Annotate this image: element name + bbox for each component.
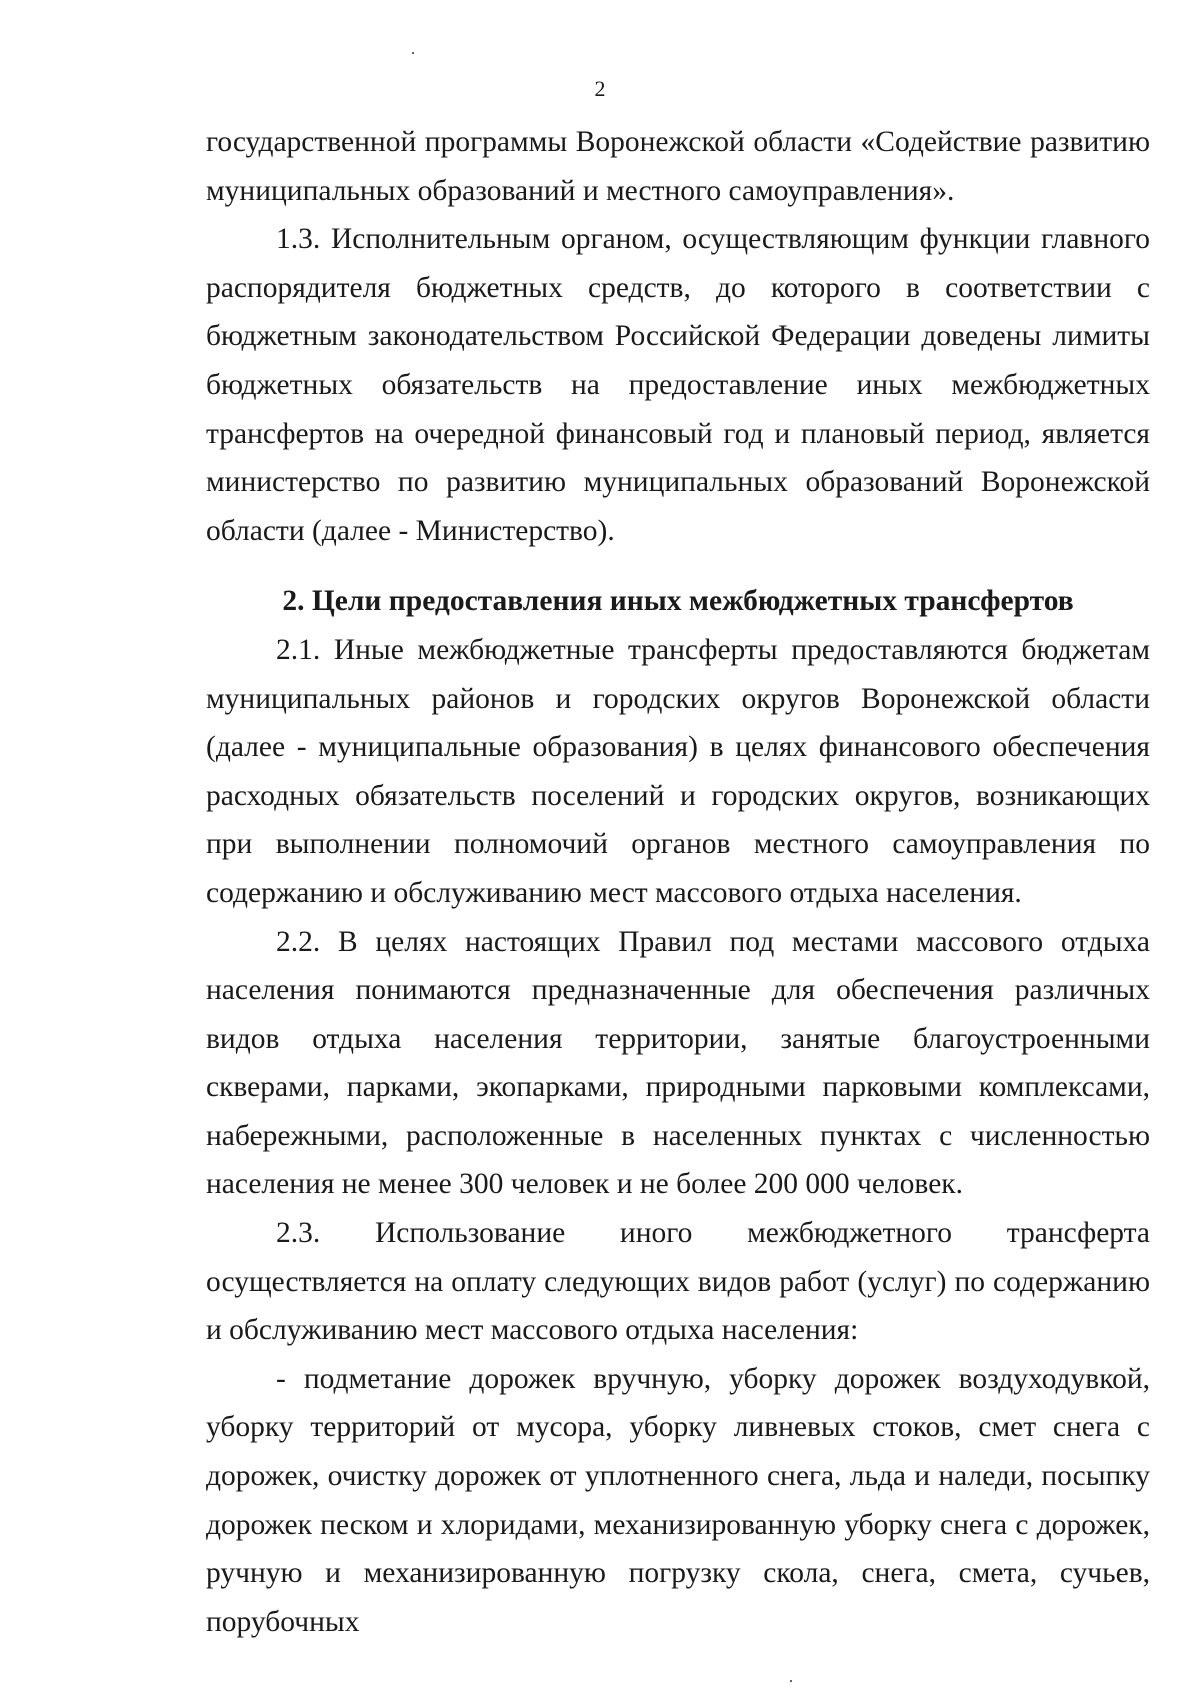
document-body — [206, 118, 1150, 1646]
paragraph-2-3: 2.3. Использование иного межбюджетного трансферта осуществляется на оплату следующих видов работ (услуг) по содержанию и обслуживанию мест массового отдыха населения: — [206, 1217, 1150, 1347]
scan-speck — [412, 52, 414, 54]
page-number: 2 — [594, 76, 606, 101]
paragraph-1-3: 1.3. Исполнительным органом, осуществляющим функции главного распорядителя бюджетных средств, до которого в соответствии с бюджетным законодательством Российской Федерации доведены лимиты бюджетных обязательств на предоставление иных межбюджетных трансфертов на очередной финансовый год и плановый период, является министерство по развитию муниципальных образований Воронежской области (далее - Министерство). — [206, 223, 1150, 547]
section-heading: 2. Цели предоставления иных межбюджетных трансфертов — [282, 585, 1074, 618]
paragraph-continuation: государственной программы Воронежской области «Содействие развитию муниципальных образований и местного самоуправления». — [206, 126, 1150, 207]
paragraph-2-2: 2.2. В целях настоящих Правил под местами массового отдыха населения понимаются предназначенные для обеспечения различных видов отдыха населения территории, занятые благоустроенными скверами, парками, экопарками, природными парковыми комплексами, набережными, расположенные в населенных пунктах с численностью населения не менее 300 человек и не более 200 000 человек. — [206, 925, 1150, 1201]
scan-speck — [790, 1680, 792, 1682]
paragraph-2-1: 2.1. Иные межбюджетные трансферты предоставляются бюджетам муниципальных районов и городских округов Воронежской области (далее - муниципальные образования) в целях финансового обеспечения расходных обязательств поселений и городских округов, возникающих при выполнении полномочий органов местного самоуправления по содержанию и обслуживанию мест массового отдыха населения. — [206, 633, 1150, 909]
list-item-works: - подметание дорожек вручную, уборку дорожек воздуходувкой, уборку территорий от мусора, уборку ливневых стоков, смет снега с дорожек, очистку дорожек от уплотненного снега, льда и наледи, посыпку дорожек песком и хлоридами, механизированную уборку снега с дорожек, ручную и механизированную погрузку скола, снега, смета, сучьев, порубочных — [206, 1362, 1150, 1638]
